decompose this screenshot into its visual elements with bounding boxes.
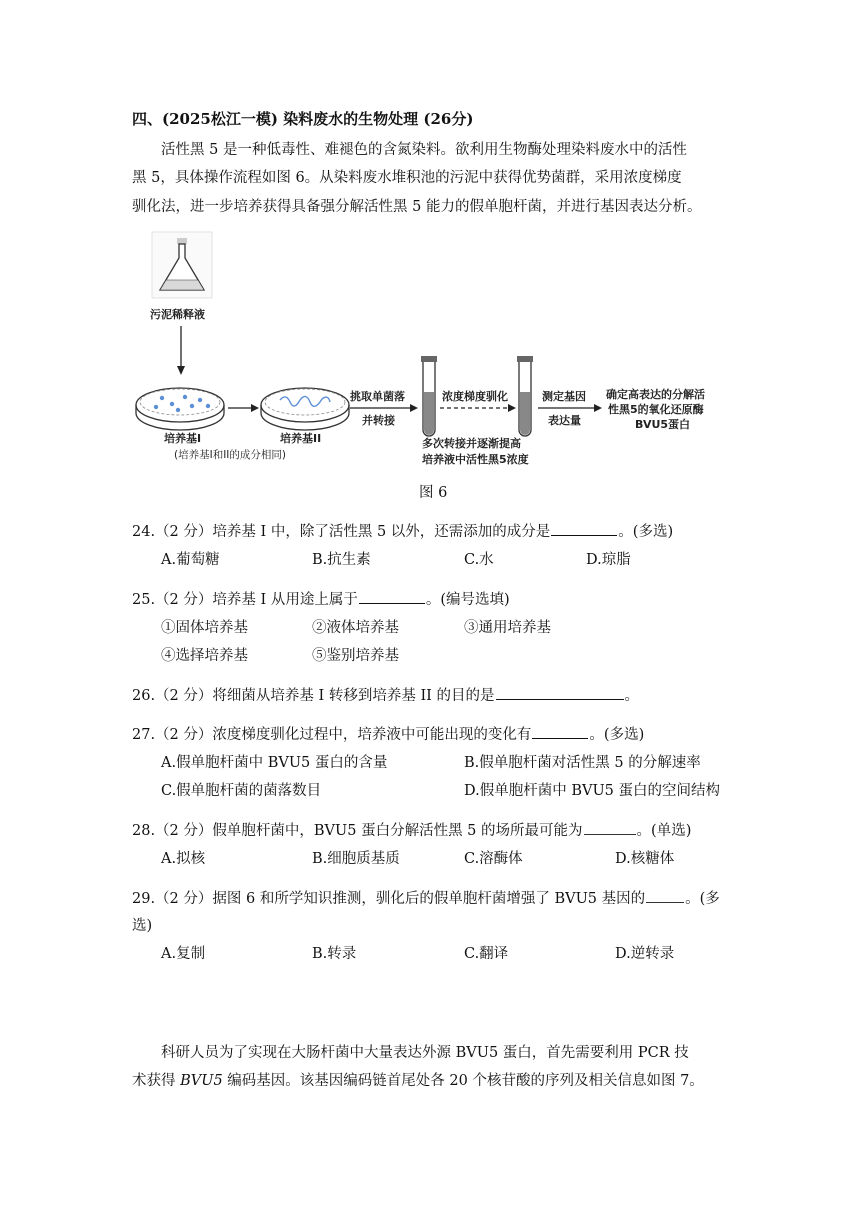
q28-option-a[interactable]: A.拟核 <box>161 851 206 867</box>
arrow3-label-bottom: 表达量 <box>548 414 581 427</box>
q25-stem: 25.（2 分）培养基 I 从用途上属于 <box>132 592 358 608</box>
q26-answer-blank[interactable] <box>496 685 624 700</box>
q27-option-a[interactable]: A.假单胞杆菌中 BVU5 蛋白的含量 <box>161 755 388 771</box>
flask-icon <box>152 232 212 298</box>
q25-option-4[interactable]: ④选择培养基 <box>161 648 248 664</box>
q24-option-b[interactable]: B.抗生素 <box>312 552 371 568</box>
q24-option-d[interactable]: D.琼脂 <box>586 552 631 568</box>
q27-option-c[interactable]: C.假单胞杆菌的菌落数目 <box>161 783 322 799</box>
q27-option-d[interactable]: D.假单胞杆菌中 BVU5 蛋白的空间结构 <box>464 783 721 799</box>
q24-option-a[interactable]: A.葡萄糖 <box>161 552 220 568</box>
culture-dish-1 <box>136 388 224 430</box>
q24-stem-end: 。(多选) <box>618 524 674 540</box>
tube-note-line-2: 培养液中活性黑5浓度 <box>422 453 529 466</box>
closing-line-2-end: 编码基因。该基因编码链首尾处各 20 个核苷酸的序列及相关信息如图 7。 <box>222 1073 704 1089</box>
q29-stem-continued: 选) <box>132 918 153 934</box>
question-26 <box>132 684 639 705</box>
q28-option-d[interactable]: D.核糖体 <box>615 851 675 867</box>
figure-6-diagram <box>130 230 730 470</box>
flask-label: 污泥稀释液 <box>150 308 205 321</box>
q27-stem: 27.（2 分）浓度梯度驯化过程中，培养液中可能出现的变化有 <box>132 727 532 743</box>
result-line-1: 确定高表达的分解活 <box>606 388 705 401</box>
q29-option-b[interactable]: B.转录 <box>312 946 357 962</box>
dish2-label: 培养基II <box>280 432 322 445</box>
result-line-2: 性黑5的氧化还原酶 <box>608 403 704 416</box>
test-tube-2 <box>517 356 533 436</box>
q24-answer-blank[interactable] <box>551 521 617 536</box>
intro-line-3: 驯化法，进一步培养获得具备强分解活性黑 5 能力的假单胞杆菌，并进行基因表达分析。 <box>132 199 702 215</box>
q28-option-b[interactable]: B.细胞质基质 <box>312 851 400 867</box>
question-27 <box>132 723 644 744</box>
gene-name: BVU5 <box>180 1073 223 1089</box>
section-title: 四、(2025松江一模) 染料废水的生物处理 (26分) <box>132 110 474 128</box>
q29-stem-end: 。(多 <box>685 891 720 907</box>
question-29 <box>132 887 720 908</box>
q29-answer-blank[interactable] <box>646 888 684 903</box>
question-28 <box>132 819 691 840</box>
arrow2-label: 浓度梯度驯化 <box>442 390 508 403</box>
culture-dish-2 <box>261 388 349 430</box>
q28-answer-blank[interactable] <box>584 820 636 835</box>
dish-note: (培养基I和II的成分相同) <box>174 449 286 461</box>
q25-answer-blank[interactable] <box>359 589 425 604</box>
q28-stem-end: 。(单选) <box>636 823 692 839</box>
q29-stem: 29.（2 分）据图 6 和所学知识推测，驯化后的假单胞杆菌增强了 BVU5 基因的 <box>132 891 646 907</box>
q26-stem: 26.（2 分）将细菌从培养基 I 转移到培养基 II 的目的是 <box>132 688 495 704</box>
q27-stem-end: 。(多选) <box>589 727 645 743</box>
q24-option-c[interactable]: C.水 <box>464 552 494 568</box>
tube-note-line-1: 多次转接并逐渐提高 <box>422 437 521 450</box>
q29-option-a[interactable]: A.复制 <box>161 946 206 962</box>
question-25 <box>132 588 510 609</box>
q25-option-5[interactable]: ⑤鉴别培养基 <box>312 648 399 664</box>
closing-line-1: 科研人员为了实现在大肠杆菌中大量表达外源 BVU5 蛋白，首先需要利用 PCR 技 <box>161 1045 689 1061</box>
closing-line-2-start: 术获得 <box>132 1073 181 1089</box>
q25-option-2[interactable]: ②液体培养基 <box>312 620 399 636</box>
q29-option-d[interactable]: D.逆转录 <box>615 946 675 962</box>
q26-stem-end: 。 <box>624 688 640 704</box>
arrow1-label-top: 挑取单菌落 <box>350 390 405 403</box>
arrow3-label-top: 测定基因 <box>542 390 586 403</box>
intro-line-1: 活性黑 5 是一种低毒性、难褪色的含氮染料。欲利用生物酶处理染料废水中的活性 <box>161 142 687 158</box>
intro-line-2: 黑 5，具体操作流程如图 6。从染料废水堆积池的污泥中获得优势菌群，采用浓度梯度 <box>132 170 682 186</box>
question-24 <box>132 520 673 541</box>
q25-stem-end: 。(编号选填) <box>425 592 510 608</box>
test-tube-1 <box>421 356 437 436</box>
q28-stem: 28.（2 分）假单胞杆菌中，BVU5 蛋白分解活性黑 5 的场所最可能为 <box>132 823 583 839</box>
q28-option-c[interactable]: C.溶酶体 <box>464 851 523 867</box>
q24-stem: 24.（2 分）培养基 I 中，除了活性黑 5 以外，还需添加的成分是 <box>132 524 551 540</box>
q25-option-3[interactable]: ③通用培养基 <box>464 620 551 636</box>
q27-option-b[interactable]: B.假单胞杆菌对活性黑 5 的分解速率 <box>464 755 701 771</box>
q29-option-c[interactable]: C.翻译 <box>464 946 509 962</box>
dish1-label: 培养基I <box>164 432 202 445</box>
arrow1-label-bottom: 并转接 <box>362 414 395 427</box>
closing-line-2 <box>132 1069 704 1090</box>
result-line-3: BVU5蛋白 <box>635 418 691 431</box>
q27-answer-blank[interactable] <box>532 724 588 739</box>
figure-caption: 图 6 <box>419 485 448 501</box>
q25-option-1[interactable]: ①固体培养基 <box>161 620 248 636</box>
